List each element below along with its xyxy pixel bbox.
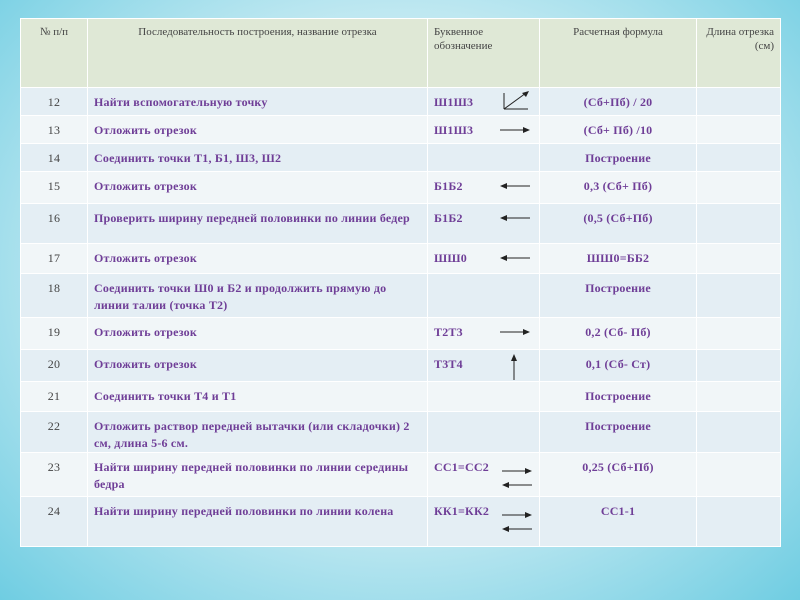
row-number: 19 xyxy=(21,318,88,350)
row-number: 13 xyxy=(21,116,88,144)
step-description: Соединить точки Ш0 и Б2 и продолжить прямую до линии талии (точка Т2) xyxy=(88,274,428,318)
table-row xyxy=(21,382,781,412)
header-num: № п/п xyxy=(21,19,88,88)
row-number: 18 xyxy=(21,274,88,318)
arrow-diagonal-up-right-icon xyxy=(502,89,530,111)
letter-symbol xyxy=(428,412,540,453)
step-description: Найти вспомогательную точку xyxy=(88,88,428,116)
formula: 0,1 (Сб- Ст) xyxy=(540,350,697,382)
double-arrow-icon xyxy=(502,465,532,491)
table-row xyxy=(21,350,781,382)
segment-length xyxy=(697,412,781,453)
formula: Построение xyxy=(540,144,697,172)
segment-length xyxy=(697,116,781,144)
segment-length xyxy=(697,497,781,547)
row-number: 17 xyxy=(21,244,88,274)
formula: 0,2 (Сб- Пб) xyxy=(540,318,697,350)
segment-length xyxy=(697,453,781,497)
segment-length xyxy=(697,274,781,318)
header-sequence: Последовательность построения, название отрезка xyxy=(88,19,428,88)
step-description: Соединить точки Т1, Б1, Ш3, Ш2 xyxy=(88,144,428,172)
arrow-right-icon xyxy=(500,126,530,134)
step-description: Проверить ширину передней половинки по линии бедер xyxy=(88,204,428,244)
row-number: 16 xyxy=(21,204,88,244)
segment-length xyxy=(697,350,781,382)
formula: (Сб+ Пб) /10 xyxy=(540,116,697,144)
row-number: 24 xyxy=(21,497,88,547)
step-description: Найти ширину передней половинки по линии колена xyxy=(88,497,428,547)
step-description: Отложить раствор передней вытачки (или складочки) 2 см, длина 5-6 см. xyxy=(88,412,428,453)
letter-symbol: Б1Б2 xyxy=(428,172,540,204)
table-row xyxy=(21,318,781,350)
header-symbol: Буквенное обозначение xyxy=(428,19,540,88)
table-row xyxy=(21,204,781,244)
row-number: 12 xyxy=(21,88,88,116)
table-row xyxy=(21,412,781,453)
row-number: 15 xyxy=(21,172,88,204)
table-body xyxy=(21,88,781,547)
letter-symbol: КК1=КК2 xyxy=(428,497,540,547)
letter-symbol: Ш1Ш3 xyxy=(428,116,540,144)
double-arrow-icon xyxy=(502,509,532,535)
arrow-left-icon xyxy=(500,214,530,222)
header-length: Длина отрезка (см) xyxy=(697,19,781,88)
formula: ШШ0=ББ2 xyxy=(540,244,697,274)
step-description: Отложить отрезок xyxy=(88,116,428,144)
table-row xyxy=(21,116,781,144)
letter-symbol: ШШ0 xyxy=(428,244,540,274)
segment-length xyxy=(697,172,781,204)
step-description: Отложить отрезок xyxy=(88,318,428,350)
formula: Построение xyxy=(540,412,697,453)
row-number: 23 xyxy=(21,453,88,497)
header-formula: Расчетная формула xyxy=(540,19,697,88)
letter-symbol: СС1=СС2 xyxy=(428,453,540,497)
letter-symbol xyxy=(428,144,540,172)
table-row xyxy=(21,88,781,116)
step-description: Отложить отрезок xyxy=(88,244,428,274)
arrow-left-icon xyxy=(500,182,530,190)
step-description: Отложить отрезок xyxy=(88,350,428,382)
table-row xyxy=(21,497,781,547)
formula: (Сб+Пб) / 20 xyxy=(540,88,697,116)
letter-symbol: Т2Т3 xyxy=(428,318,540,350)
letter-symbol xyxy=(428,382,540,412)
row-number: 21 xyxy=(21,382,88,412)
segment-length xyxy=(697,144,781,172)
letter-symbol: Б1Б2 xyxy=(428,204,540,244)
formula: СС1-1 xyxy=(540,497,697,547)
letter-symbol: Ш1Ш3 xyxy=(428,88,540,116)
segment-length xyxy=(697,382,781,412)
segment-length xyxy=(697,88,781,116)
table-row xyxy=(21,244,781,274)
formula: Построение xyxy=(540,274,697,318)
arrow-left-icon xyxy=(500,254,530,262)
step-description: Отложить отрезок xyxy=(88,172,428,204)
step-description: Соединить точки Т4 и Т1 xyxy=(88,382,428,412)
segment-length xyxy=(697,204,781,244)
row-number: 22 xyxy=(21,412,88,453)
construction-table xyxy=(20,18,781,547)
letter-symbol: Т3Т4 xyxy=(428,350,540,382)
letter-symbol xyxy=(428,274,540,318)
step-description: Найти ширину передней половинки по линии середины бедра xyxy=(88,453,428,497)
arrow-up-icon xyxy=(510,354,518,380)
segment-length xyxy=(697,244,781,274)
row-number: 14 xyxy=(21,144,88,172)
table-row xyxy=(21,172,781,204)
formula: (0,5 (Сб+Пб) xyxy=(540,204,697,244)
formula: 0,3 (Сб+ Пб) xyxy=(540,172,697,204)
construction-table-container xyxy=(20,18,780,547)
header-row xyxy=(21,19,781,88)
table-row xyxy=(21,144,781,172)
table-row xyxy=(21,453,781,497)
row-number: 20 xyxy=(21,350,88,382)
arrow-right-icon xyxy=(500,328,530,336)
formula: 0,25 (Сб+Пб) xyxy=(540,453,697,497)
formula: Построение xyxy=(540,382,697,412)
table-row xyxy=(21,274,781,318)
segment-length xyxy=(697,318,781,350)
